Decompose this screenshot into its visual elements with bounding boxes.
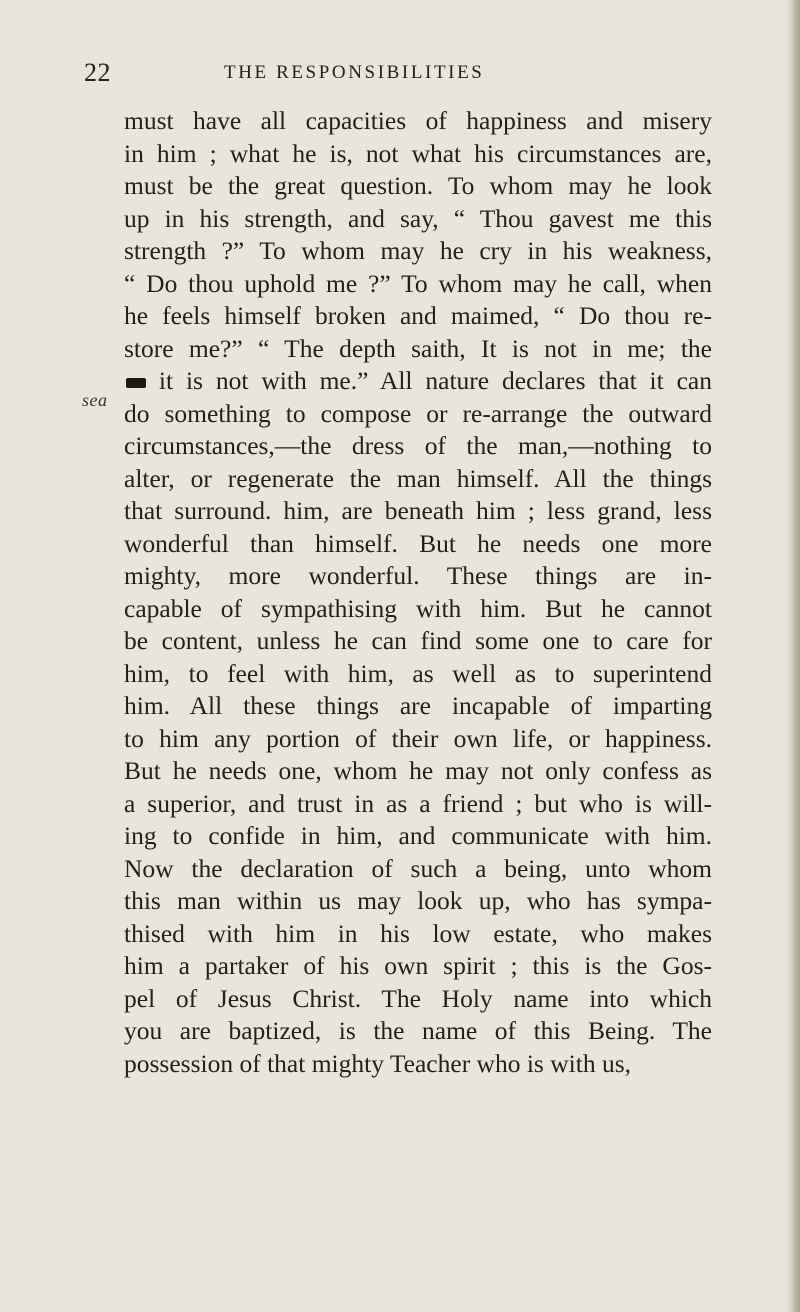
text-line: Now the declaration of such a being, unto whom [124,853,712,883]
text-line: in him ; what he is, not what his circumstances are, [124,138,712,168]
handwritten-margin-note: sea [82,390,108,410]
body-text [124,105,712,1080]
text-line: possession of that mighty Teacher who is with us, [124,1048,631,1078]
page-edge-shadow [786,0,800,1312]
text-line: thised with him in his low estate, who makes [124,918,712,948]
text-line: alter, or regenerate the man himself. All the things [124,463,712,493]
text-line: to him any portion of their own life, or happiness. [124,723,712,753]
text-line: ing to confide in him, and communicate with him. [124,821,712,850]
text-line: up in his strength, and say, “ Thou gavest me this [124,203,712,233]
text-line: mighty, more wonderful. These things are in- [124,561,712,590]
text-line: do something to compose or re-arrange the outward [124,398,712,428]
text-line: this man within us may look up, who has sympa- [124,886,712,915]
running-title: THE RESPONSIBILITIES [224,62,485,83]
text-line-content: it is not with me.” All nature declares that it can [158,366,713,395]
text-line: him. All these things are incapable of imparting [124,691,712,720]
text-line: him, to feel with him, as well as to superintend [124,658,712,688]
text-line-with-ink-blot [124,365,712,398]
text-line: must have all capacities of happiness and misery [124,106,712,135]
text-line: him a partaker of his own spirit ; this is the Gos- [124,951,712,980]
page-number: 22 [84,58,111,87]
text-line: wonderful than himself. But he needs one more [124,528,712,558]
ink-blot-mark [126,378,146,388]
text-line: he feels himself broken and maimed, “ Do thou re- [124,301,712,330]
text-line: capable of sympathising with him. But he cannot [124,593,712,623]
text-line: circumstances,—the dress of the man,—nothing to [124,431,712,460]
text-line: “ Do thou uphold me ?” To whom may he call, when [124,268,712,298]
running-head [84,58,704,94]
text-line: But he needs one, whom he may not only confess as [124,756,712,785]
text-line: you are baptized, is the name of this Being. The [124,1016,712,1045]
text-line: a superior, and trust in as a friend ; but who is will- [124,788,712,818]
text-line: strength ?” To whom may he cry in his weakness, [124,236,712,265]
text-line: be content, unless he can find some one to care for [124,626,712,655]
text-line: that surround. him, are beneath him ; less grand, less [124,496,712,525]
text-line: pel of Jesus Christ. The Holy name into which [124,983,712,1013]
text-line: store me?” “ The depth saith, It is not in me; the [124,333,712,363]
text-line: must be the great question. To whom may he look [124,171,712,200]
